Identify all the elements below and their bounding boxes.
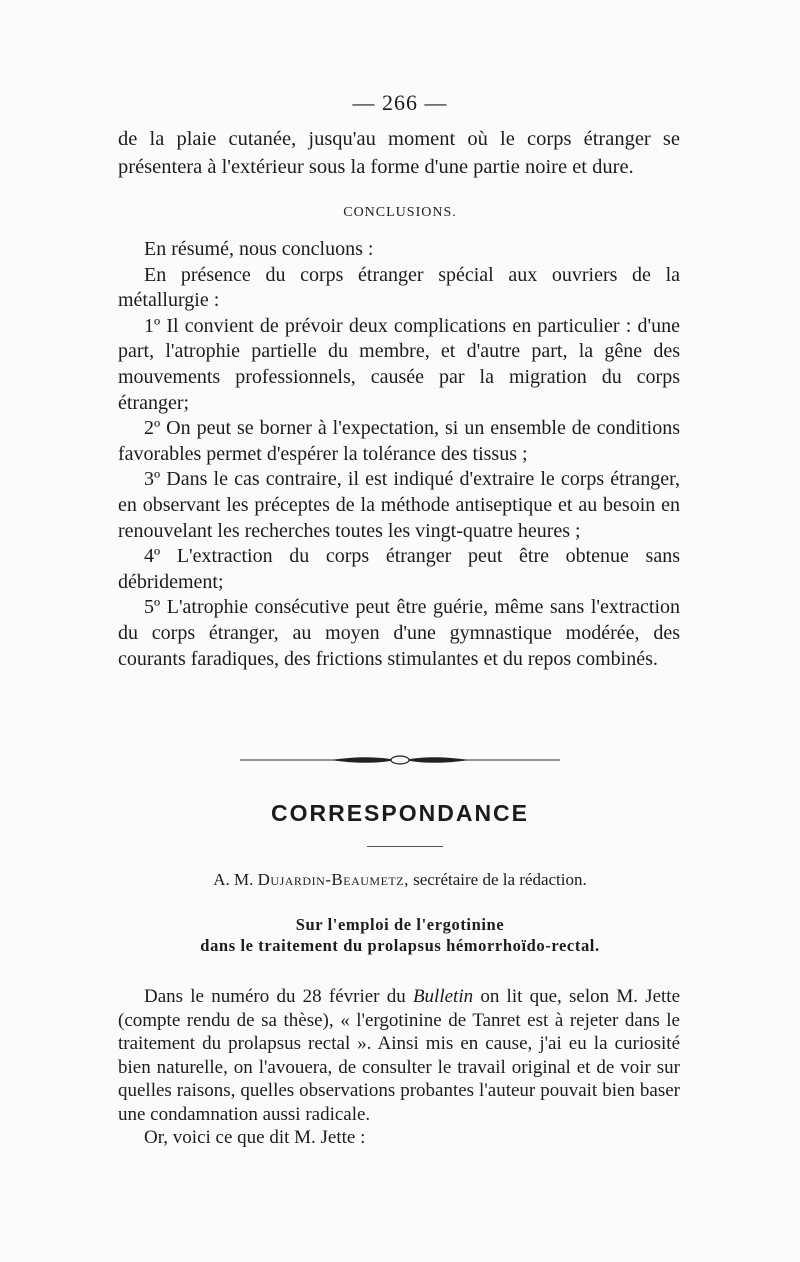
page-number: — 266 —	[352, 90, 448, 115]
letter-text-start: Dans le numéro du 28 février du	[144, 986, 406, 1007]
addressee-prefix: A. M.	[213, 870, 254, 889]
conclusion-item-5: 5º L'atrophie consécutive peut être guérie, même sans l'extraction du corps étranger, au moyen d'une gymnastique modérée, des courants faradiques, des frictions stimulantes et du repos combinés.	[118, 596, 680, 670]
conclusion-item-3: 3º Dans le cas contraire, il est indiqué d'extraire le corps étranger, en observant les préceptes de la méthode antiseptique et au besoin en renouvelant les recherches toutes les vingt-quatre heures ;	[118, 468, 680, 542]
conclusions-body	[118, 237, 680, 672]
correspondance-heading: CORRESPONDANCE	[270, 800, 530, 826]
conclusion-item-2: 2º On peut se borner à l'expectation, si un ensemble de conditions favorables permet d'espérer la tolérance des tissus ;	[118, 417, 680, 465]
conclusion-item-1: 1º Il convient de prévoir deux complications en particulier : d'une part, l'atrophie partielle du membre, et d'autre part, la gêne des mouvements professionnels, causée par la migration du corps étranger;	[118, 314, 680, 414]
opening-paragraph	[118, 125, 680, 181]
addressee-name: Dujardin-Beaumetz,	[257, 870, 409, 889]
addressee-role: secrétaire de la rédaction.	[413, 870, 587, 889]
letter-title-line-1: Sur l'emploi de l'ergotinine	[295, 915, 505, 934]
conclusions-heading: CONCLUSIONS.	[343, 205, 457, 220]
conclusions-intro-1: En résumé, nous concluons :	[144, 238, 374, 260]
letter-text-rest: on lit que, selon M. Jette (compte rendu de sa thèse), « l'ergotinine de Tanret est à rejeter dans le traitement du prolapsus rectal ». Ainsi mis en cause, j'ai eu la curiosité bien naturelle, on l'avouera, de consulter le travail original et de voir sur quelles raisons, quelles observations probantes l'auteur pouvait bien baser une condamnation aussi radicale.	[118, 986, 680, 1125]
short-rule	[367, 846, 443, 847]
letter-body	[118, 985, 680, 1150]
conclusions-intro-2: En présence du corps étranger spécial aux ouvriers de la métallurgie :	[118, 263, 680, 312]
letter-paragraph	[118, 985, 680, 1126]
conclusion-item-4: 4º L'extraction du corps étranger peut être obtenue sans débridement;	[118, 545, 680, 593]
letter-title-line-2: dans le traitement du prolapsus hémorrhoïdo-rectal.	[200, 936, 600, 955]
letter-closing-line: Or, voici ce que dit M. Jette :	[144, 1127, 366, 1148]
addressee-line	[0, 870, 800, 890]
bulletin-title: Bulletin	[412, 986, 474, 1007]
ornamental-divider	[240, 750, 560, 770]
opening-paragraph-text: de la plaie cutanée, jusqu'au moment où le corps étranger se présentera à l'extérieur sous la forme d'une partie noire et dure.	[118, 128, 680, 178]
